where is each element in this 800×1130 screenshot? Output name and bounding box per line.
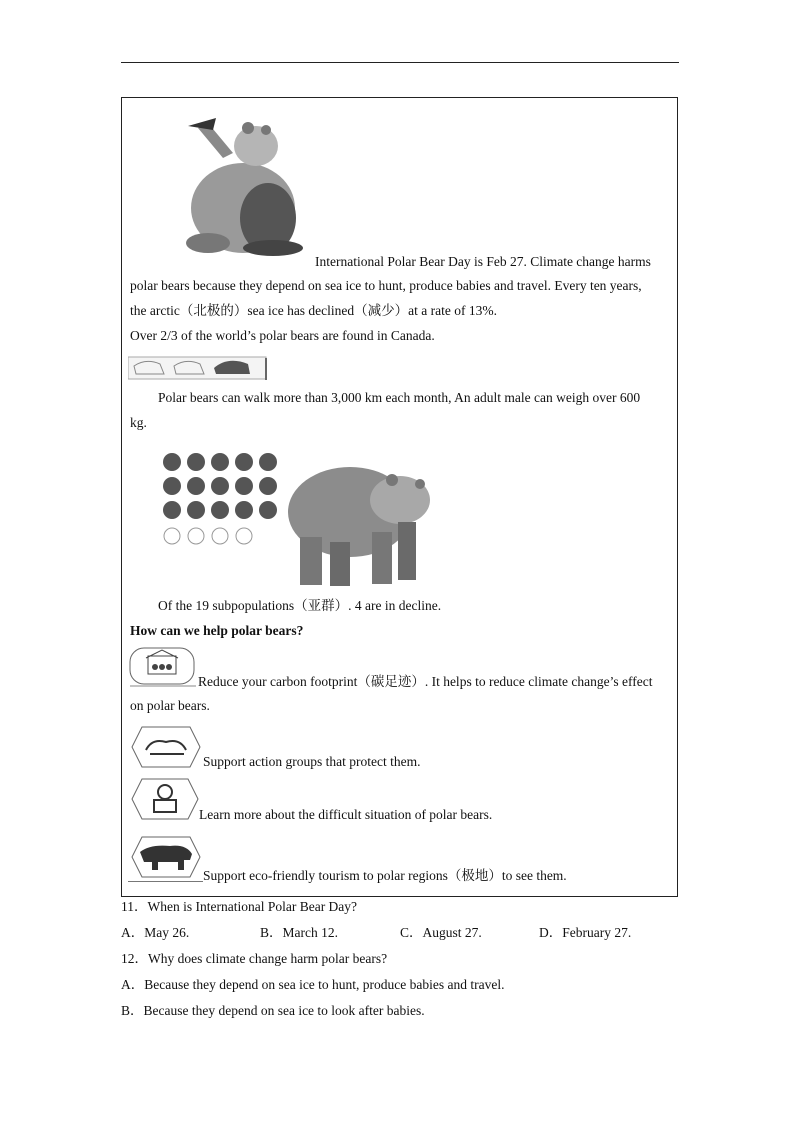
header-rule [121,62,679,63]
help-line-1b: on polar bears. [130,698,210,713]
bear-count-grid-icon [160,450,285,550]
passage-line-4: Over 2/3 of the world’s polar bears are found in Canada. [130,328,435,343]
passage-line-7: Of the 19 subpopulations（亚群）. 4 are in decline. [158,598,442,613]
passage-line-6: kg. [130,415,147,430]
house-icon [128,646,198,688]
help-line-3: Learn more about the difficult situation of polar bears. [199,807,493,822]
question-12: 12．Why does climate change harm polar bears? [121,951,388,966]
bears-row-icon [128,354,270,382]
help-line-4: Support eco-friendly tourism to polar regions（极地）to see them. [203,868,567,883]
help-line-2: Support action groups that protect them. [203,754,421,769]
reading-person-icon [130,776,200,822]
passage-line-3: the arctic（北极的）sea ice has declined（减少）at a rate of 13%. [130,303,497,318]
bear-with-fish-icon [168,108,318,258]
q11-option-a: A．May 26. [121,925,190,940]
q11-option-d: D．February 27. [539,925,632,940]
help-heading: How can we help polar bears? [130,623,304,638]
passage-line-2: polar bears because they depend on sea ice to hunt, produce babies and travel. Every ten years, [130,278,642,293]
passage-line-5: Polar bears can walk more than 3,000 km each month, An adult male can weigh over 600 [158,390,641,405]
q12-option-a: A．Because they depend on sea ice to hunt, produce babies and travel. [121,977,505,992]
walking-bear-icon [280,432,440,592]
help-line-1a: Reduce your carbon footprint（碳足迹）. It helps to reduce climate change’s effect [198,674,653,689]
passage-line-1: International Polar Bear Day is Feb 27. Climate change harms [315,254,651,269]
q11-option-b: B．March 12. [260,925,338,940]
q11-option-c: C．August 27. [400,925,482,940]
q12-option-b: B．Because they depend on sea ice to look after babies. [121,1003,425,1018]
question-11: 11．When is International Polar Bear Day? [121,899,358,914]
bear-silhouette-icon [130,834,202,880]
bear-sign-icon [130,724,202,770]
separator-line [128,881,203,882]
